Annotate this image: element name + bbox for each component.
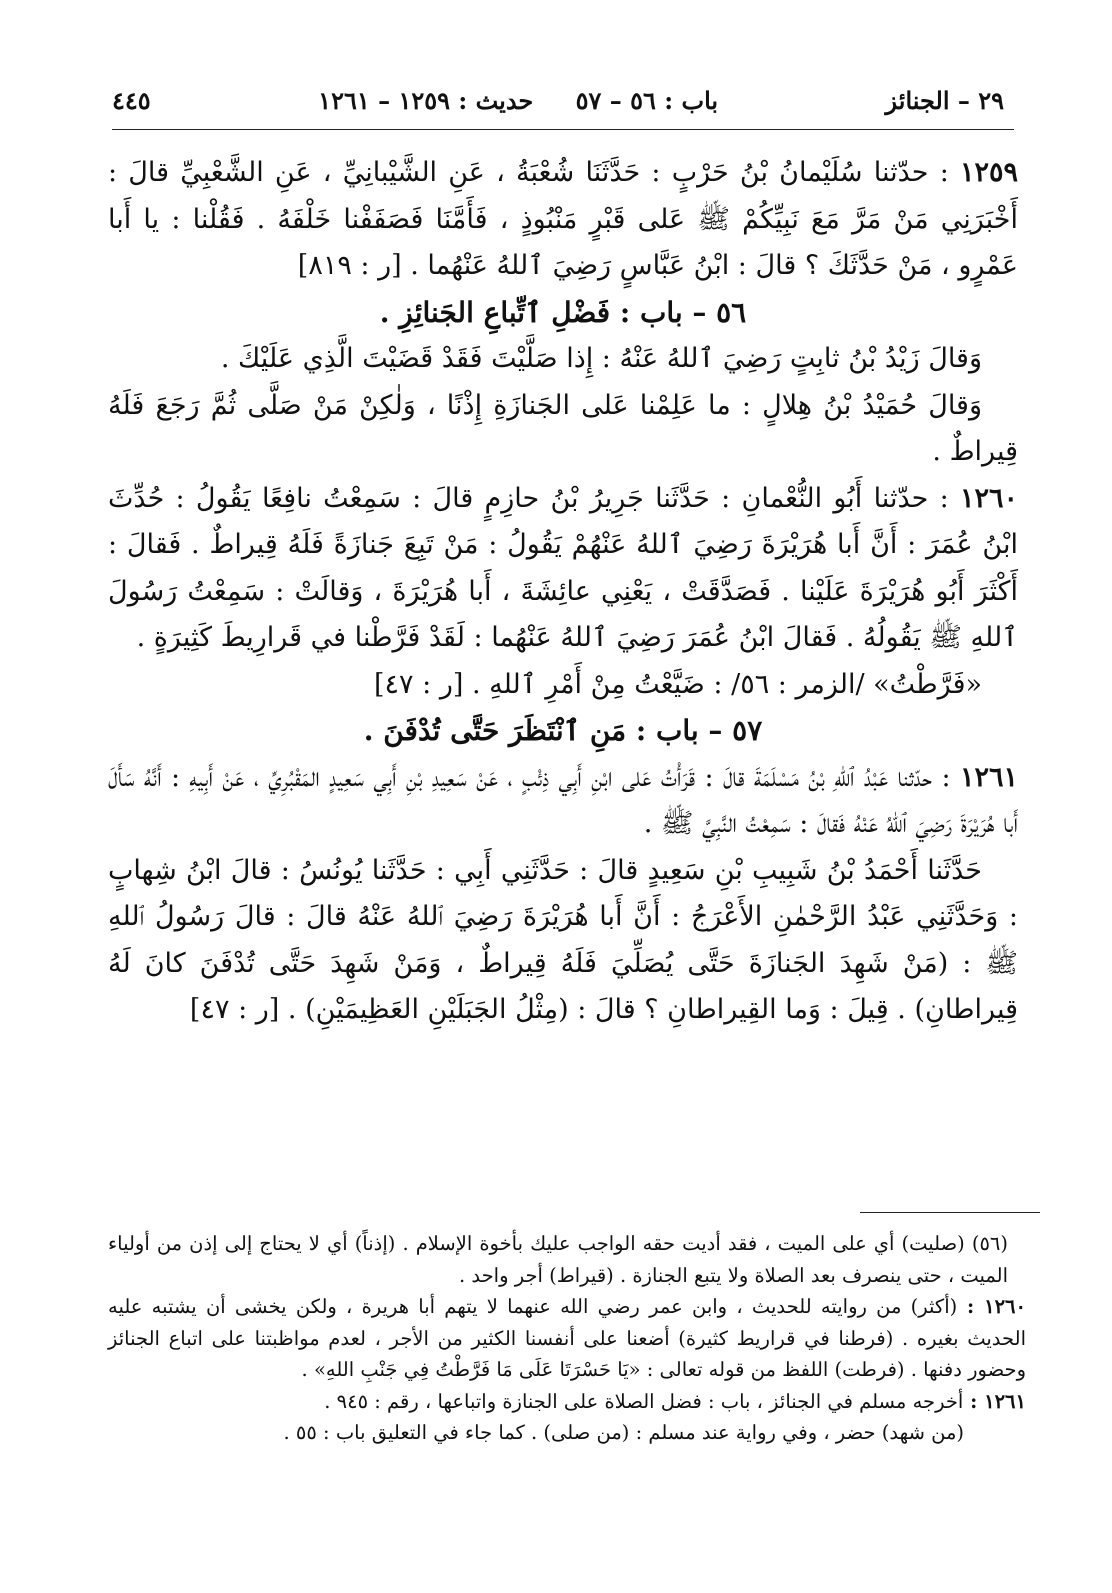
bab-title: مَنِ ٱنْتَظَرَ حَتَّى تُدْفَنَ . [363, 714, 627, 747]
hadith-number: ١٢٦١ [959, 761, 1018, 793]
header-divider [112, 129, 1014, 130]
hadith-1259 [108, 150, 1018, 290]
footnote-1261 [108, 1386, 1026, 1418]
section-refs [318, 86, 718, 115]
hadith-1260-gloss: «فَرَّطْتُ» /الزمر : ٥٦/ : ضَيَّعْتُ مِنْ أَمْرِ ٱللهِ . [ر : ٤٧] [374, 668, 982, 700]
footnote-1261-continued: (من شهد) حضر ، وفي رواية عند مسلم : (من صلى) . كما جاء في التعليق باب : ٥٥ . [283, 1421, 964, 1444]
hadith-number: ١٢٥٩ [959, 157, 1018, 188]
footnote-ref: ١٢٦١ : [963, 1389, 1026, 1413]
hadith-text: : حدّثنا أَبُو النُّعْمانِ : حَدَّثَنا جَرِيرُ بْنُ حازِمٍ قالَ : سَمِعْتُ نافِعًا يَقُولُ : حُدِّثَ ابْنُ عُمَرَ : أَنَّ أَبا هُرَيْرَةَ رَضِيَ ٱللهُ عَنْهُمْ يَقُولُ : مَنْ تَبِعَ جَنازَةً فَلَهُ قِيراطٌ . فَقالَ : أَكْثَرَ أَبُو هُرَيْرَةَ عَلَيْنا . فَصَدَّقَتْ ، يَعْنِي عائِشَةَ ، أَبا هُرَيْرَةَ ، وَقالَتْ : سَمِعْتُ رَسُولَ ٱللهِ ﷺ يَقُولُهُ . فَقالَ ابْنُ عُمَرَ رَضِيَ ٱللهُ عَنْهُما : لَقَدْ فَرَّطْنا في قَرارِيطَ كَثِيرَةٍ . [108, 482, 1018, 653]
bab-title: فَضْلِ ٱتِّباعِ الجَنائِزِ . [379, 295, 611, 329]
bab-heading-57 [108, 708, 1018, 755]
bab-56-athar-2: وَقالَ حُمَيْدُ بْنُ هِلالٍ : ما عَلِمْنا عَلى الجَنازَةِ إِذْنًا ، وَلٰكِنْ مَنْ صَلَّى ثُمَّ رَجَعَ فَلَهُ قِيراطٌ . [108, 389, 1018, 467]
page-number: ٤٤٥ [112, 85, 151, 115]
bab-range: باب : ٥٦ – ٥٧ [575, 85, 719, 115]
footnotes [108, 1228, 1026, 1449]
bab-label: ٥٦ – باب : [610, 295, 747, 329]
bab-label: ٥٧ – باب : [626, 714, 763, 747]
footnote-text: (أكثر) من روايته للحديث ، وابن عمر رضي الله عنهما لا يتهم أبا هريرة ، ولكن يخشى أن يشتبه عليه الحديث بغيره . (فرطنا في قراريط كثيرة) أضعنا على أنفسنا الكثير من الأجر ، لعدم مواظبتنا على اتباع الجنائز وحضور دفنها . (فرطت) اللفظ من قوله تعالى : «يَا حَسْرَتَا عَلَى مَا فَرَّطْتُ فِي جَنْبِ اللهِ» . [108, 1295, 1026, 1381]
hadith-1260 [108, 476, 1018, 662]
hadith-1261-second-chain: حَدَّثَنا أَحْمَدُ بْنُ شَبِيبِ بْنِ سَعِيدٍ قالَ : حَدَّثَنِي أَبِي : حَدَّثَنا يُونُسُ : قالَ ابْنُ شِهابٍ : وَحَدَّثَنِي عَبْدُ الرَّحْمٰنِ الأَعْرَجُ : أَنَّ أَبا هُرَيْرَةَ رَضِيَ ٱللهُ عَنْهُ قالَ : قالَ رَسُولُ ٱللهِ ﷺ : (مَنْ شَهِدَ الجَنازَةَ حَتَّى يُصَلِّيَ فَلَهُ قِيراطٌ ، وَمَنْ شَهِدَ حَتَّى تُدْفَنَ كانَ لَهُ قِيراطانِ) . قِيلَ : وَما القِيراطانِ ؟ قالَ : (مِثْلُ الجَبَلَيْنِ العَظِيمَيْنِ) . [ر : ٤٧] [108, 854, 1018, 1025]
running-header [112, 78, 1004, 122]
hadith-range: حديث : ١٢٥٩ – ١٢٦١ [318, 85, 534, 115]
hadith-number: ١٢٦٠ [959, 482, 1018, 514]
hadith-1261 [108, 755, 1018, 848]
footnote-divider [860, 1212, 1040, 1213]
footnote-1260 [108, 1291, 1026, 1386]
hadith-text: : حدّثنا عَبْدُ ٱللهِ بْنُ مَسْلَمَةَ قالَ : قَرَأْتُ عَلى ابْنِ أَبِي ذِئْبٍ ، عَنْ سَعِيدِ بْنِ أَبِي سَعِيدٍ المَقْبُرِيِّ ، عَنْ أَبِيهِ : أَنَّهُ سَأَلَ أَبا هُرَيْرَةَ رَضِيَ ٱللهُ عَنْهُ فَقالَ : سَمِعْتُ النَّبِيَّ ﷺ . [108, 761, 1018, 839]
footnote-56: (٥٦) (صليت) أي على الميت ، فقد أديت حقه الواجب عليك بأخوة الإسلام . (إذناً) أي لا يحتاج إلى إذن من أولياء الميت ، حتى ينصرف بعد الصلاة ولا يتبع الجنازة . (قيراط) أجر واحد . [108, 1232, 1008, 1287]
main-text [108, 150, 1018, 1034]
bab-56-athar-1: وَقالَ زَيْدُ بْنُ ثابِتٍ رَضِيَ ٱللهُ عَنْهُ : إِذا صَلَّيْتَ فَقَدْ قَضَيْتَ الَّذِي عَلَيْكَ . [220, 343, 982, 374]
footnote-text: أخرجه مسلم في الجنائز ، باب : فضل الصلاة على الجنازة واتباعها ، رقم : ٩٤٥ . [324, 1389, 964, 1413]
chapter-title: ٢٩ – الجنائز [885, 85, 1004, 115]
hadith-text: : حدّثنا سُلَيْمانُ بْنُ حَرْبٍ : حَدَّثَنَا شُعْبَةُ ، عَنِ الشَّيْبانِيِّ ، عَنِ الشَّعْبِيِّ قالَ : أَخْبَرَنِي مَنْ مَرَّ مَعَ نَبِيِّكُمْ ﷺ عَلى قَبْرٍ مَنْبُوذٍ ، فَأَمَّنَا فَصَفَفْنا خَلْفَهُ . فَقُلْنا : يا أَبا عَمْرٍو ، مَنْ حَدَّثَكَ ؟ قالَ : ابْنُ عَبَّاسٍ رَضِيَ ٱللهُ عَنْهُما . [ر : ٨١٩] [108, 157, 1018, 281]
bab-heading-56 [108, 290, 1018, 337]
footnote-ref: ١٢٦٠ : [957, 1295, 1026, 1318]
